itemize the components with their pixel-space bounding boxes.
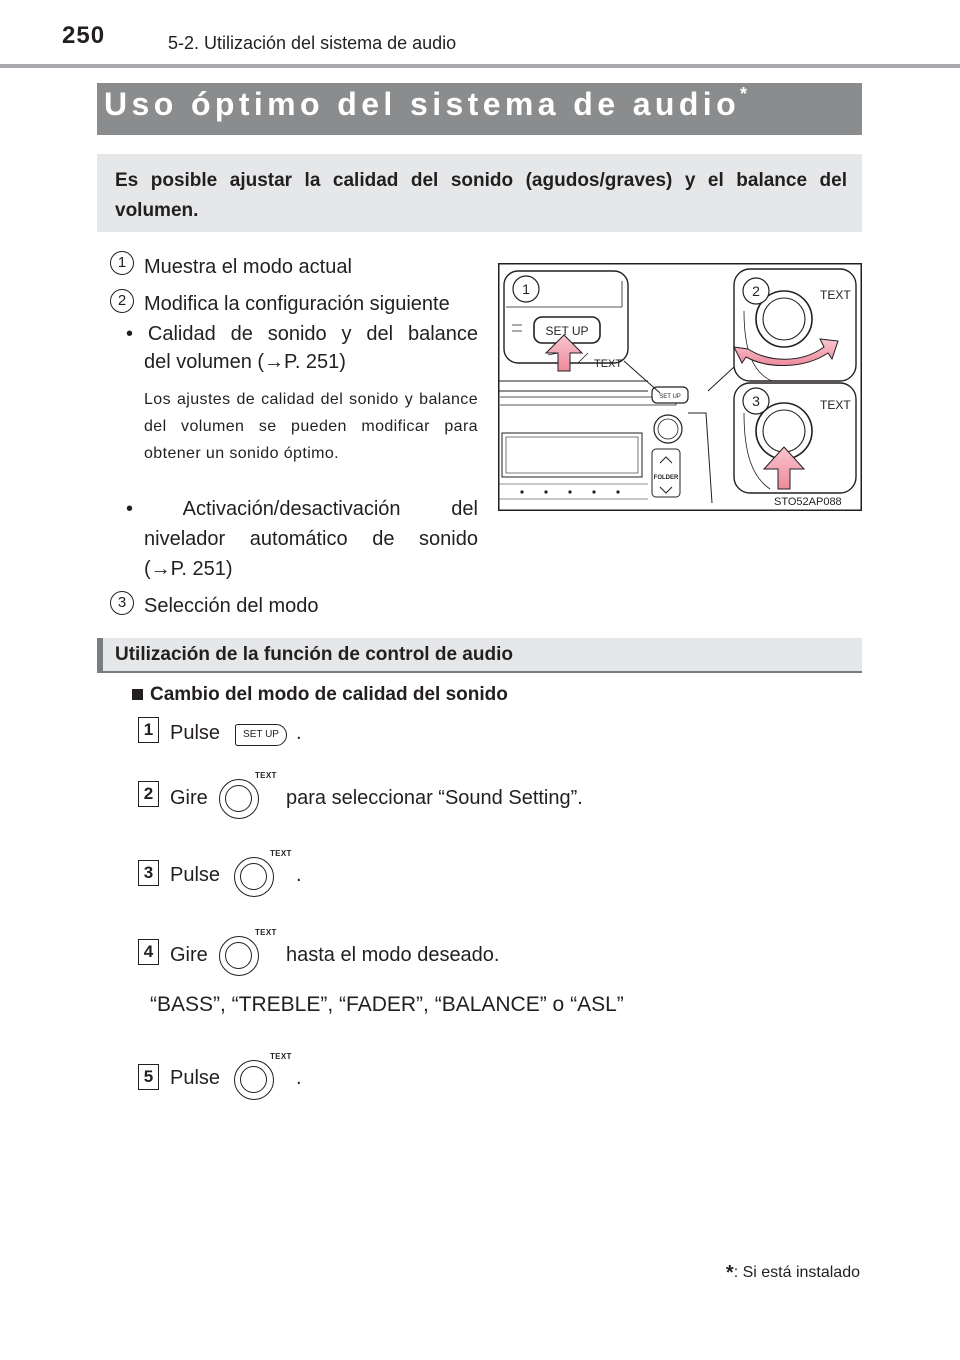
tune-knob-icon: [234, 857, 274, 897]
bullet-2-line-1: • Activación/desactivación del: [126, 498, 478, 520]
step-3-end: .: [296, 864, 302, 886]
item-text-2: Modifica la configuración siguiente: [144, 293, 450, 315]
figure-text-label-1: TEXT: [594, 358, 623, 370]
figure-setup-label: SET UP: [545, 324, 589, 338]
step-1-end: .: [296, 722, 302, 744]
step-2-text: para seleccionar “Sound Setting”.: [286, 787, 583, 809]
figure-small-setup-label: SET UP: [659, 394, 681, 400]
procedure-title: Cambio del modo de calidad del sonido: [150, 684, 508, 705]
step-1-verb: Pulse: [170, 722, 221, 744]
mode-options: “BASS”, “TREBLE”, “FADER”, “BALANCE” o “ASL”: [150, 993, 624, 1016]
step-4-verb: Gire: [170, 944, 208, 966]
bullet-1-note: Los ajustes de calidad del sonido y balance del volumen se pueden modificar para obtener un sonido óptimo.: [144, 391, 478, 462]
item-number-1: 1: [110, 251, 134, 275]
figure-callout-2: 2: [752, 283, 760, 299]
subheading: Utilización de la función de control de audio: [115, 644, 513, 665]
step-5-end: .: [296, 1067, 302, 1089]
page-number: 250: [62, 22, 106, 49]
bullet-1-line-1: • Calidad de sonido y del balance: [126, 323, 478, 345]
section-title: 5-2. Utilización del sistema de audio: [168, 33, 457, 53]
page-title-text: Uso óptimo del sistema de audio: [104, 86, 741, 122]
knob-text-label: TEXT: [255, 928, 277, 937]
step-number-3: 3: [138, 860, 159, 886]
figure-text-label-3: TEXT: [820, 398, 851, 412]
figure-code: STO52AP088: [774, 496, 842, 508]
figure-text-label-2: TEXT: [820, 288, 851, 302]
bullet-1-line-2: del volumen (→P. 251): [144, 351, 346, 373]
tune-knob-icon: [219, 779, 259, 819]
step-number-2: 2: [138, 781, 159, 807]
tune-knob-icon: [219, 936, 259, 976]
page-title: [104, 86, 751, 123]
step-number-4: 4: [138, 939, 159, 965]
step-5-verb: Pulse: [170, 1067, 221, 1089]
bullet-2-line-3: (→P. 251): [144, 558, 233, 580]
audio-unit-figure: [498, 263, 862, 511]
knob-text-label: TEXT: [255, 771, 277, 780]
header-divider: [0, 64, 960, 68]
subheading-rule: [97, 671, 862, 673]
step-number-1: 1: [138, 717, 159, 743]
title-asterisk: *: [740, 84, 752, 104]
square-bullet-icon: [132, 689, 143, 700]
tune-knob-icon: [234, 1060, 274, 1100]
figure-callout-1: 1: [522, 281, 530, 297]
setup-button-icon: SET UP: [235, 724, 287, 746]
bullet-2-line-2: nivelador automático de sonido: [144, 528, 478, 550]
item-text-3: Selección del modo: [144, 595, 319, 617]
figure-folder-label: FOLDER: [653, 475, 679, 481]
step-4-text: hasta el modo deseado.: [286, 944, 500, 966]
item-text-1: Muestra el modo actual: [144, 256, 352, 278]
footnote: [726, 1262, 860, 1285]
footnote-text: : Si está instalado: [733, 1264, 860, 1281]
intro-text: Es posible ajustar la calidad del sonido (agudos/graves) y el balance del volumen.: [115, 170, 847, 221]
knob-text-label: TEXT: [270, 849, 292, 858]
step-number-5: 5: [138, 1064, 159, 1090]
item-number-2: 2: [110, 289, 134, 313]
step-2-verb: Gire: [170, 787, 208, 809]
item-number-3: 3: [110, 591, 134, 615]
step-3-verb: Pulse: [170, 864, 221, 886]
knob-text-label: TEXT: [270, 1052, 292, 1061]
figure-callout-3: 3: [752, 393, 760, 409]
footnote-asterisk: *: [725, 1262, 734, 1284]
